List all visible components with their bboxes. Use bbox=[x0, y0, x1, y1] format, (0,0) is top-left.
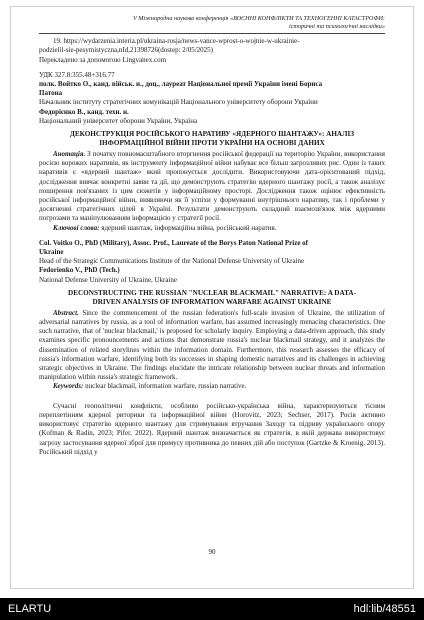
en-title-line-1: DECONSTRUCTING THE RUSSIAN "NUCLEAR BLACKMAIL" NARRATIVE: A DATA- bbox=[68, 288, 356, 297]
ua-author-1 bbox=[39, 80, 385, 98]
en-abstract-text: Since the commencement of the russian federation's full-scale invasion of Ukraine, the utilization of adversarial narratives by russia, as a tool of information warfare, has assumed increasingly menacing characteristics. One such narrative, that of 'nuclear blackmail,' is proposed for scholarly inquiry. Employing a data-driven approach, this study examines specific pronouncements and actions that demonstrate russia's nuclear blackmail strategy, and it analyzes the dissemination of related storylines within the information domain. Furthermore, this research assesses the efficacy of russia's information warfare, identifying both its successes in shaping domestic narratives and its challenges in achieving strategic objectives in Ukraine. The findings elucidate the intricate relationship between nuclear threats and information manipulation within russia's strategic framework. bbox=[39, 308, 385, 382]
en-abstract bbox=[39, 309, 385, 383]
ua-article-title bbox=[39, 130, 385, 148]
ua-title-line-2: ІНФОРМАЦІЙНОЇ ВІЙНИ ПРОТИ УКРАЇНИ НА ОСНОВІ ДАНИХ bbox=[99, 139, 325, 148]
reference-link-line-2: podzielil-sie-pesymistyczna,nId,21398726(dostep: 2/05/2025) bbox=[39, 46, 213, 55]
header-rule bbox=[39, 33, 385, 34]
ua-author-1-line-1: полк. Войтко О., канд. військ. н., доц., лауреат Національної премії України імені Бориса bbox=[39, 80, 323, 88]
ua-keywords-label: Ключові слова: bbox=[53, 223, 100, 232]
en-author-2: Fedorienko V., PhD (Tech.) bbox=[39, 266, 120, 275]
en-author-1 bbox=[39, 239, 385, 257]
ua-abstract bbox=[39, 150, 385, 224]
udc-code: УДК 327.8:355.48+316.77 bbox=[39, 70, 115, 79]
ua-author-1-line-2: Патона bbox=[39, 89, 63, 98]
ua-author-2-affiliation: Національний університет оборони України, Україна bbox=[39, 116, 198, 125]
en-keywords-label: Keywords: bbox=[53, 382, 84, 391]
reference-link-line-1: https://wydarzenia.interia.pl/ukraina-rosja/news-vance-wprost-o-wojnie-w-ukrainie- bbox=[63, 37, 300, 46]
ua-author-2: Федорієнко В., канд. техн. н. bbox=[39, 107, 129, 116]
header-line-2: історичні та психологічні наслідки» bbox=[289, 22, 385, 30]
page-content bbox=[39, 15, 385, 457]
en-author-1-line-2: Ukraine bbox=[39, 248, 64, 257]
ua-keywords bbox=[39, 224, 385, 233]
repository-name: ELARTU bbox=[8, 603, 52, 615]
page-number: 90 bbox=[208, 548, 216, 556]
ua-keywords-text: ядерний шантаж, інформаційна війна, російський наратив. bbox=[101, 223, 277, 232]
conference-header bbox=[39, 15, 385, 30]
repository-handle: hdl:lib/48551 bbox=[353, 603, 416, 615]
en-keywords bbox=[39, 382, 385, 391]
body-paragraph: Сучасні геополітичні конфлікти, особливо російсько-українська війна, характеризуються тісним переплетінням ядерної риторики та інформаційної війни (Horovitz, 2023; Sechser, 2017). Росія активно використовує стратегію ядерного шантажу для стримування втручання Заходу та підриву українського опору (Kofman & Radin, 2023; Pifer, 2022). Ядерний шантаж визначається як стратегія, в якій держава використовує загрозу застосування ядерної зброї для примусу противника до певних дій або поступок (Gartzke & Kroenig, 2013). Російський підхід у bbox=[39, 401, 385, 456]
en-title-line-2: DRIVEN ANALYSIS OF INFORMATION WARFARE AGAINST UKRAINE bbox=[92, 297, 332, 306]
ua-abstract-label: Анотація. bbox=[53, 150, 86, 159]
en-author-1-line-1: Col. Voitko O., PhD (Military), Assoc. Prof., Laureate of the Borys Paton National Prize of bbox=[39, 238, 309, 247]
ua-abstract-text: З початку повномасштабного вторгнення російської федерації на територію України, використання росією ворожих наративів, як інструменту інформаційної війни набуває все більш загрозливих рис. Один із таких наративів є «ядерний шантаж» який пропонується дослідити. Використовуючи дата-орієнтований підхід, дослідження вивчає конкретні заяви та дії, що демонструють стратегію ядерного шантажу росії, а також аналізує поширення пов'язаних із цим сюжетів у інформаційному просторі. Дослідження також оцінює ефективність російської інформаційної війни, виявляючи як її успіхи у формуванні внутрішнього наративу, так і проблеми у досягненні стратегічних цілей в Україні. Результати демонструють складний взаємозв'язок між ядерними погрозами та маніпулюванням інформацією у стратегії росії. bbox=[39, 150, 386, 223]
en-keywords-text: nuclear blackmail, information warfare, russian narrative. bbox=[85, 382, 247, 391]
ua-title-line-1: ДЕКОНСТРУКЦІЯ РОСІЙСЬКОГО НАРАТИВУ «ЯДЕРНОГО ШАНТАЖУ»: АНАЛІЗ bbox=[69, 130, 355, 139]
reference-number: 19. bbox=[53, 37, 62, 46]
ua-author-1-affiliation: Начальник інституту стратегічних комунікацій Національного університету оборони України bbox=[39, 98, 318, 107]
document-page bbox=[10, 6, 414, 589]
en-abstract-label: Abstract. bbox=[53, 308, 79, 317]
en-author-1-affiliation: Head of the Strategic Communications Institute of the National Defense University of Ukraine bbox=[39, 257, 305, 266]
header-line-1: V Міжнародна наукова конференція «ВОЄННІ КОНФЛІКТИ ТА ТЕХНОГЕННІ КАТАСТРОФИ: bbox=[133, 15, 385, 22]
reference-entry bbox=[39, 37, 385, 65]
repository-footer-bar bbox=[0, 598, 424, 620]
en-author-2-affiliation: National Defense University of Ukraine, Ukraine bbox=[39, 275, 178, 284]
en-article-title bbox=[39, 289, 385, 307]
reference-translation-note: Перекладено за допомогою Lingvanex.com bbox=[39, 55, 167, 64]
